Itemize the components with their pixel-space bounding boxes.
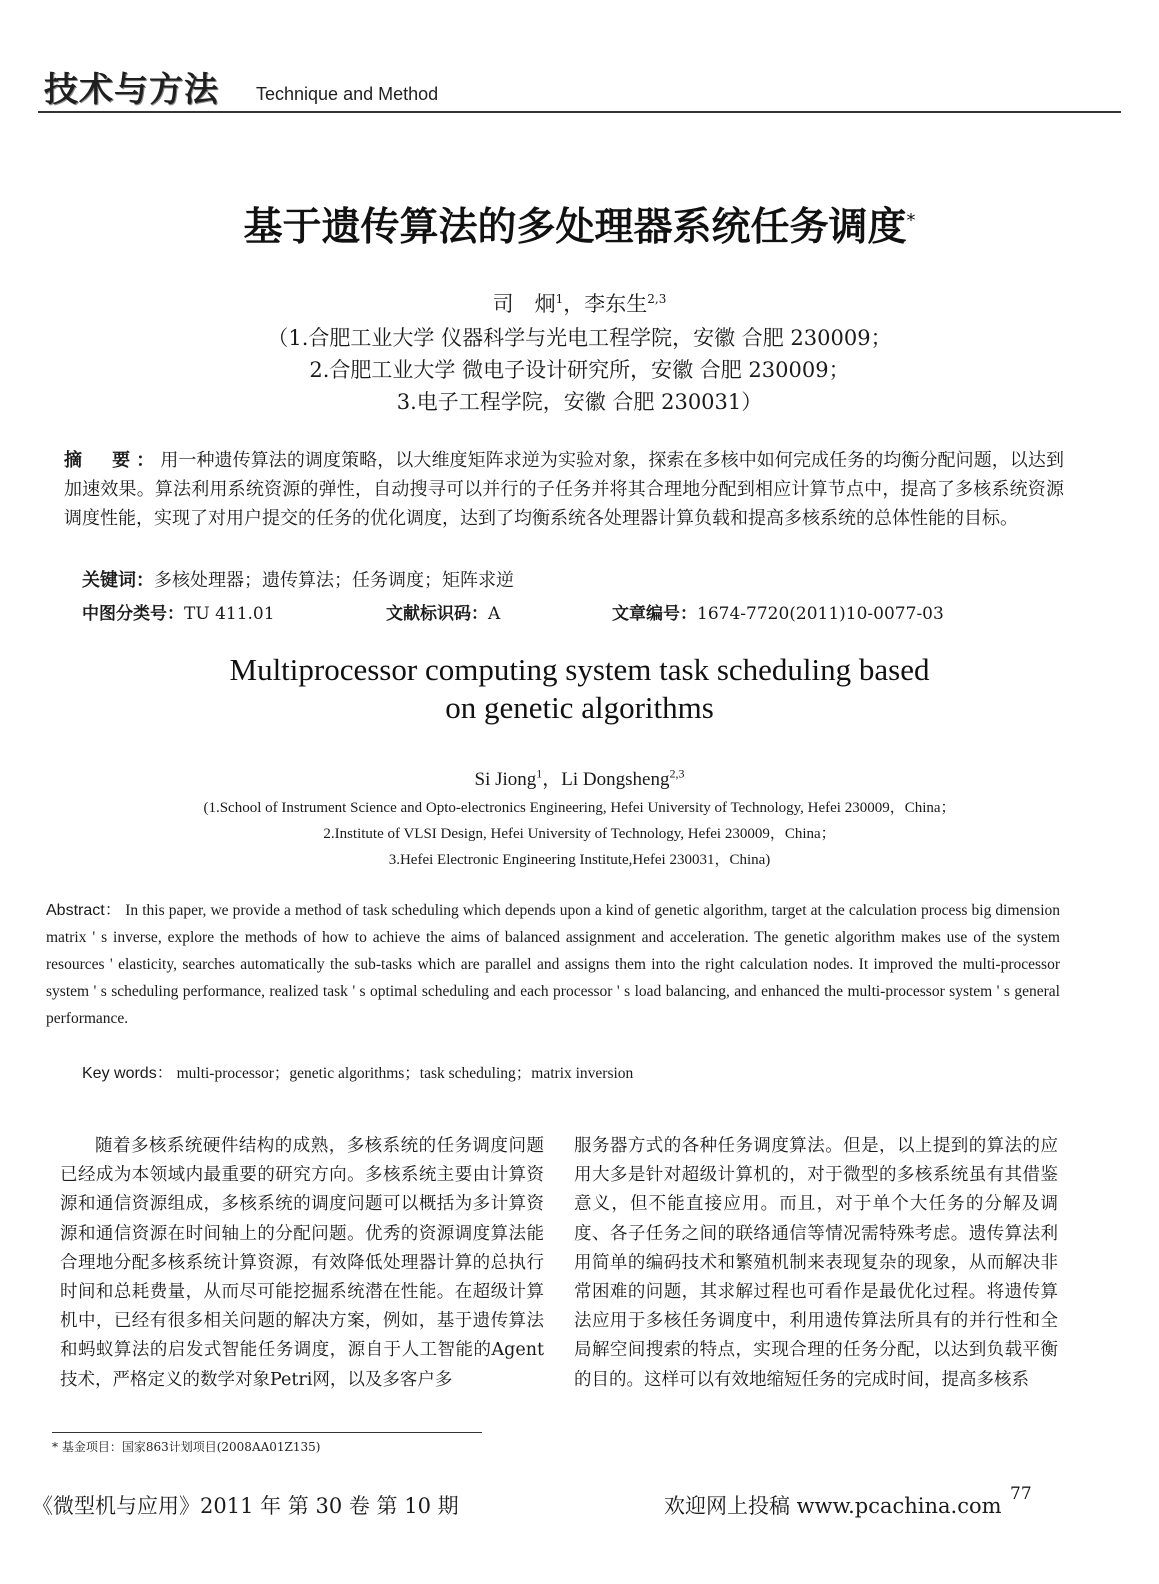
- english-author-2: ，Li Dongsheng: [542, 769, 670, 790]
- body-column-right: 服务器方式的各种任务调度算法。但是，以上提到的算法的应用大多是针对超级计算机的，对于微型的多核系统虽有其借鉴意义，但不能直接应用。而且，对于单个大任务的分解及调度、各子任务之间的联络通信等情况需特殊考虑。遗传算法利用简单的编码技术和繁殖机制来表现复杂的现象，从而解决非常困难的问题，其求解过程也可看作是最优化过程。将遗传算法应用于多核任务调度中，利用遗传算法所具有的并行性和全局解空间搜索的特点，实现合理的任务分配，以达到负载平衡的目的。这样可以有效地缩短任务的完成时间，提高多核系: [574, 1136, 1058, 1390]
- english-author-1-sup: 1: [536, 766, 543, 781]
- classification-number: [82, 599, 275, 624]
- submission-notice: 欢迎网上投稿 www.pcachina.com: [664, 1494, 1002, 1518]
- chinese-keywords: [82, 566, 514, 592]
- chinese-abstract-label: 摘 要：: [64, 450, 161, 471]
- english-title-line-1: Multiprocessor computing system task scheduling based: [229, 652, 930, 687]
- english-affiliation-1: (1.School of Instrument Science and Opto-electronics Engineering, Hefei University of Technology, Hefei 230009，China；: [203, 800, 956, 816]
- footnote-rule: [52, 1432, 482, 1433]
- chinese-affiliation-1: （1.合肥工业大学 仪器科学与光电工程学院，安徽 合肥 230009；: [267, 326, 892, 350]
- funding-footnote: * 基金项目：国家863计划项目(2008AA01Z135): [52, 1440, 321, 1454]
- chinese-keywords-label: 关键词：: [82, 570, 154, 591]
- chinese-abstract: [64, 446, 1064, 533]
- author-2-sup: 2,3: [647, 292, 667, 306]
- section-header: [38, 70, 1121, 116]
- section-logo: 技术与方法: [44, 70, 219, 110]
- english-author-1: Si Jiong: [474, 769, 537, 790]
- page-number: 77: [1010, 1484, 1032, 1504]
- classification-value: TU 411.01: [184, 604, 275, 624]
- document-code-value: A: [488, 604, 501, 624]
- article-number: [612, 599, 944, 624]
- english-keywords: [82, 1060, 633, 1083]
- english-title: [0, 651, 1159, 727]
- section-tagline: Technique and Method: [256, 84, 439, 104]
- english-keywords-text: multi-processor；genetic algorithms；task scheduling；matrix inversion: [176, 1065, 634, 1082]
- english-title-line-2: on genetic algorithms: [445, 690, 714, 725]
- article-number-label: 文章编号：: [612, 604, 697, 624]
- english-abstract: [46, 897, 1060, 1032]
- article-number-value: 1674-7720(2011)10-0077-03: [697, 604, 944, 624]
- chinese-affiliation-2: 2.合肥工业大学 微电子设计研究所，安徽 合肥 230009；: [309, 358, 850, 382]
- english-abstract-text: In this paper, we provide a method of task scheduling which depends upon a kind of genetic algorithm, target at the calculation process big dimension matrix ' s inverse, explore the methods of how to achieve the aims of balanced assignment and acceleration. The genetic algorithm makes use of the system resources ' elasticity, searches automatically the sub-tasks which are parallel and assigns them into the right calculation nodes. It improved the multi-processor system ' s scheduling performance, realized task ' s optimal scheduling and each processor ' s load balancing, and enhanced the multi-processor system ' s general performance.: [46, 902, 1061, 1027]
- document-code-label: 文献标识码：: [386, 604, 488, 624]
- author-2: ，李东生: [563, 292, 648, 316]
- author-1-sup: 1: [555, 292, 564, 306]
- chinese-abstract-text: 用一种遗传算法的调度策略，以大维度矩阵求逆为实验对象，探索在多核中如何完成任务的均衡分配问题，以达到加速效果。算法利用系统资源的弹性，自动搜寻可以并行的子任务并将其合理地分配到相应计算节点中，提高了多核系统资源调度性能，实现了对用户提交的任务的优化调度，达到了均衡系统各处理器计算负载和提高多核系统的总体性能的目标。: [64, 450, 1065, 529]
- chinese-affiliation-3: 3.电子工程学院，安徽 合肥 230031）: [396, 390, 763, 414]
- english-authors: [0, 764, 1159, 791]
- english-affiliation-2: 2.Institute of VLSI Design, Hefei University of Technology, Hefei 230009，China；: [323, 826, 836, 842]
- english-author-2-sup: 2,3: [669, 766, 685, 781]
- english-abstract-label: Abstract：: [46, 902, 122, 919]
- header-rule: [38, 111, 1121, 113]
- chinese-title: [0, 196, 1159, 252]
- document-code: [386, 599, 500, 624]
- chinese-title-text: 基于遗传算法的多处理器系统任务调度: [243, 205, 907, 250]
- title-footnote-mark: *: [906, 210, 916, 231]
- chinese-keywords-text: 多核处理器；遗传算法；任务调度；矩阵求逆: [154, 570, 514, 591]
- chinese-authors: [0, 288, 1159, 318]
- body-column-left: 随着多核系统硬件结构的成熟，多核系统的任务调度问题已经成为本领域内最重要的研究方向。多核系统主要由计算资源和通信资源组成，多核系统的调度问题可以概括为多计算资源和通信资源在时间轴上的分配问题。优秀的资源调度算法能合理地分配多核系统计算资源，有效降低处理器计算的总执行时间和总耗费量，从而尽可能挖掘系统潜在性能。在超级计算机中，已经有很多相关问题的解决方案，例如，基于遗传算法和蚂蚁算法的启发式智能任务调度，源自于人工智能的Agent技术，严格定义的数学对象Petri网，以及多客户多: [60, 1136, 544, 1390]
- author-1: 司 炯: [492, 292, 556, 316]
- journal-citation: 《微型机与应用》2011 年 第 30 卷 第 10 期: [32, 1494, 459, 1518]
- english-keywords-label: Key words：: [82, 1065, 173, 1082]
- classification-label: 中图分类号：: [82, 604, 184, 624]
- english-affiliation-3: 3.Hefei Electronic Engineering Institute,Hefei 230031，China): [388, 852, 771, 868]
